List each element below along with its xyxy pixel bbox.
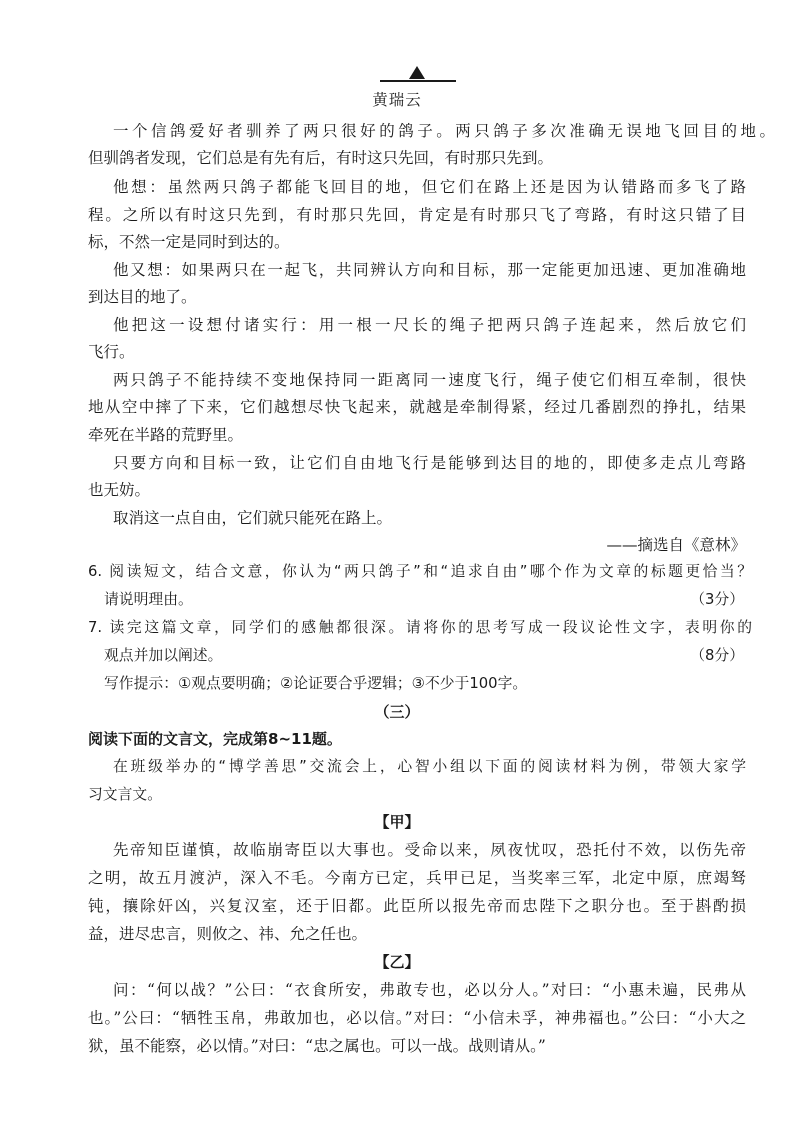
passage-line: 也无妨。	[88, 481, 151, 499]
passage-line: 他把这一设想付诸实行：用一根一尺长的绳子把两只鸽子连起来，然后放它们	[113, 316, 746, 334]
jia-line: 之明，故五月渡泸，深入不毛。今南方已定，兵甲已足，当奖率三军，北定中原，庶竭驽	[88, 869, 746, 887]
writing-tip: 写作提示：①观点要明确；②论证要合乎逻辑；③不少于100字。	[104, 675, 528, 692]
question-6: 6. 阅读短文，结合文意，你认为“两只鸽子”和“追求自由”哪个作为文章的标题更恰当？	[88, 563, 752, 580]
passage-line: 飞行。	[88, 343, 135, 361]
question-6-continued: 请说明理由。	[104, 591, 193, 608]
jia-line: 先帝知臣谨慎，故临崩寄臣以大事也。受命以来，夙夜忧叹，恐托付不效，以伤先帝	[113, 841, 746, 859]
jia-line: 益，进尽忠言，则攸之、祎、允之任也。	[88, 925, 368, 943]
yi-line: 狱，虽不能察，必以情。”对曰：“忠之属也。可以一战。战则请从。”	[88, 1037, 546, 1055]
passage-jia-label: 【甲】	[374, 813, 420, 831]
passage-line: 程。之所以有时这只先到，有时那只先回，肯定是有时那只飞了弯路，有时这只错了目	[88, 206, 746, 224]
jia-line: 钝，攘除奸凶，兴复汉室，还于旧都。此臣所以报先帝而忠陛下之职分也。至于斟酌损	[88, 897, 746, 915]
section-instruction: 阅读下面的文言文，完成第8~11题。	[88, 730, 342, 748]
question-7: 7. 读完这篇文章，同学们的感触都很深。请将你的思考写成一段议论性文字，表明你的	[88, 619, 752, 636]
passage-line: 到达目的地了。	[88, 288, 197, 306]
passage-line: 他想：虽然两只鸽子都能飞回目的地，但它们在路上还是因为认错路而多飞了路	[113, 178, 746, 196]
passage-line: 两只鸽子不能持续不变地保持同一距离同一速度飞行，绳子使它们相互牵制，很快	[113, 371, 746, 389]
yi-line: 也。”公曰：“牺牲玉帛，弗敢加也，必以信。”对曰：“小信未孚，神弗福也。”公曰：“小大之	[88, 1009, 746, 1027]
passage-line: 标，不然一定是同时到达的。	[88, 233, 290, 251]
question-7-score: （8分）	[690, 647, 744, 664]
author-name: 黄瑞云	[372, 91, 422, 109]
passage-line: 牵死在半路的荒野里。	[88, 426, 244, 444]
passage-line: 但驯鸽者发现，它们总是有先有后，有时这只先回，有时那只先到。	[88, 149, 554, 167]
section-intro: 在班级举办的“博学善思”交流会上，心智小组以下面的阅读材料为例，带领大家学	[113, 758, 746, 775]
triangle-divider-icon	[380, 64, 456, 86]
passage-line: 只要方向和目标一致，让它们自由地飞行是能够到达目的地的，即使多走点儿弯路	[113, 454, 746, 472]
passage-line: 取消这一点自由，它们就只能死在路上。	[113, 509, 393, 527]
passage-line: 一个信鸽爱好者驯养了两只很好的鸽子。两只鸽子多次准确无误地飞回目的地。	[113, 122, 775, 140]
yi-line: 问：“何以战？”公曰：“衣食所安，弗敢专也，必以分人。”对曰：“小惠未遍，民弗从	[113, 981, 746, 999]
passage-yi-label: 【乙】	[374, 953, 420, 971]
passage-line: 他又想：如果两只在一起飞，共同辨认方向和目标，那一定能更加迅速、更加准确地	[113, 261, 746, 279]
passage-source: ——摘选自《意林》	[606, 536, 746, 554]
question-7-continued: 观点并加以阐述。	[104, 647, 223, 664]
section-heading: （三）	[374, 703, 420, 721]
passage-line: 地从空中摔了下来，它们越想尽快飞起来，就越是牵制得紧，经过几番剧烈的挣扎，结果	[88, 398, 746, 416]
question-6-score: （3分）	[690, 591, 744, 608]
section-intro-continued: 习文言文。	[88, 786, 162, 803]
